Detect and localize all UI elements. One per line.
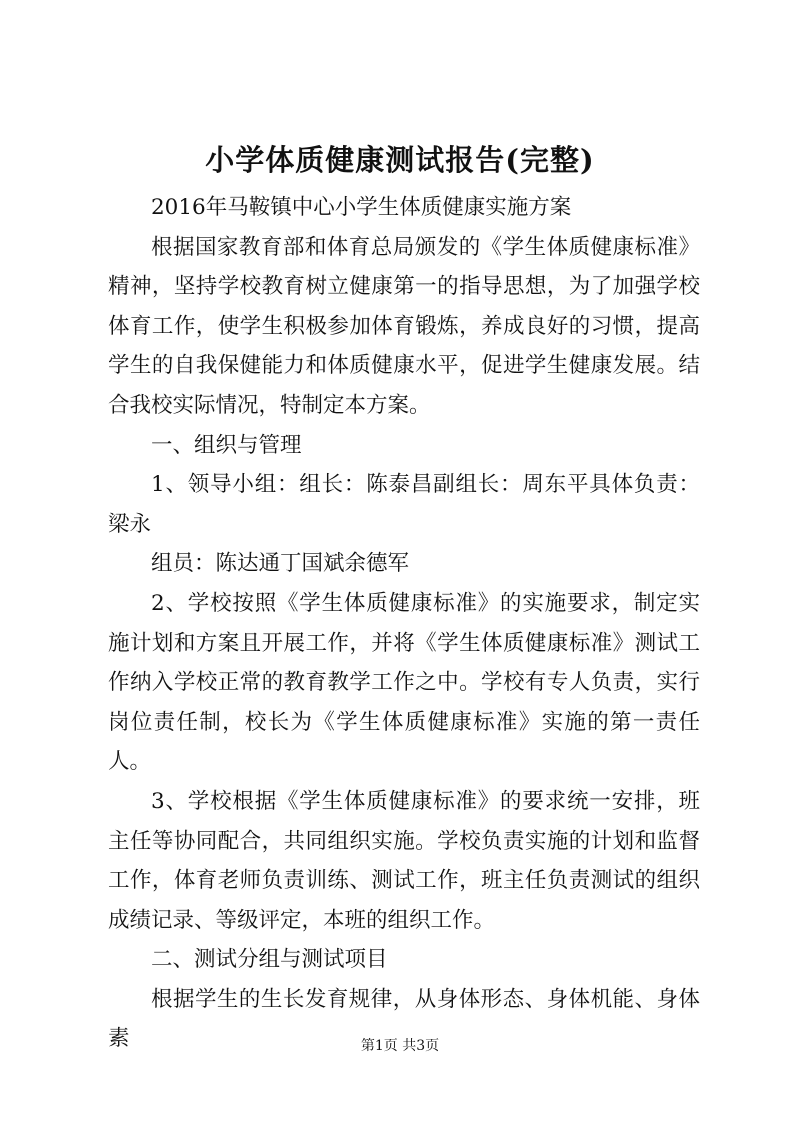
- paragraph-plan-heading: 2016年马鞍镇中心小学生体质健康实施方案: [151, 195, 572, 220]
- paragraph-growth-rules: 根据学生的生长发育规律，从身体形态、身体机能、身体素: [108, 986, 700, 1052]
- paragraph-intro: 根据国家教育部和体育总局颁发的《学生体质健康标准》精神，坚持学校教育树立健康第一的指导思想，为了加强学校体育工作，使学生积极参加体育锻炼，养成良好的习惯，提高学生的自我保健能力和体质健康水平，促进学生健康发展。结合我校实际情况，特制定本方案。: [108, 234, 700, 418]
- paragraph-members: 组员：陈达通丁国斌余德军: [151, 551, 410, 577]
- section-heading-test-groups: 二、测试分组与测试项目: [151, 947, 388, 973]
- document-body: [108, 188, 700, 1059]
- paragraph-leadership-group: 1、领导小组：组长：陈泰昌副组长：周东平具体负责：梁永: [108, 472, 700, 537]
- paragraph-item-2: 2、学校按照《学生体质健康标准》的实施要求，制定实施计划和方案且开展工作，并将《学生体质健康标准》测试工作纳入学校正常的教育教学工作之中。学校有专人负责，实行岗位责任制，校长为《学生体质健康标准》实施的第一责任人。: [108, 590, 700, 775]
- section-heading-organization: 一、组织与管理: [151, 432, 302, 458]
- page-number-footer: 第1页 共3页: [360, 1038, 440, 1054]
- document-title: 小学体质健康测试报告(完整): [205, 143, 595, 177]
- paragraph-item-3: 3、学校根据《学生体质健康标准》的要求统一安排，班主任等协同配合，共同组织实施。学校负责实施的计划和监督工作，体育老师负责训练、测试工作，班主任负责测试的组织成绩记录、等级评定，本班的组织工作。: [108, 788, 700, 933]
